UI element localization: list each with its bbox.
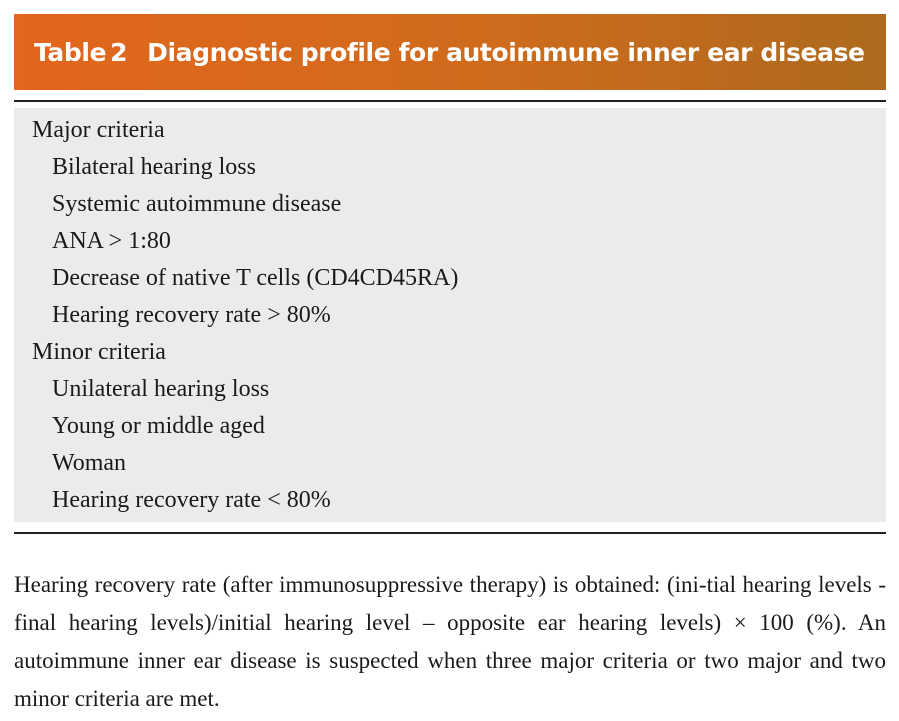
major-criteria-heading: Major criteria — [32, 117, 165, 143]
table-footnote: Hearing recovery rate (after immunosuppressive therapy) is obtained: (ini-tial hearing levels - final hearing levels)/initial hearing level – opposite ear hearing levels) × 100 (%). An autoimmune inner ear disease is suspected when three major criteria or two major and two minor criteria are met. — [14, 572, 886, 711]
table-number: 2 — [110, 37, 128, 67]
criteria-item: Bilateral hearing loss — [52, 154, 256, 180]
table-body — [14, 108, 886, 522]
criteria-item: Unilateral hearing loss — [52, 376, 270, 402]
table-title — [34, 38, 865, 67]
top-rule — [14, 100, 886, 102]
criteria-item: ANA > 1:80 — [52, 228, 171, 254]
bottom-rule — [14, 532, 886, 534]
table-title-text: Diagnostic profile for autoimmune inner ear disease — [147, 37, 865, 67]
table-label: Table — [34, 37, 107, 67]
table-header-bar — [14, 14, 886, 90]
criteria-item: Hearing recovery rate > 80% — [52, 302, 331, 328]
minor-criteria-heading: Minor criteria — [32, 339, 166, 365]
criteria-item: Hearing recovery rate < 80% — [52, 487, 331, 513]
criteria-item: Decrease of native T cells (CD4CD45RA) — [52, 265, 459, 291]
criteria-item: Systemic autoimmune disease — [52, 191, 342, 217]
criteria-item: Woman — [52, 450, 127, 476]
criteria-item: Young or middle aged — [52, 413, 265, 439]
